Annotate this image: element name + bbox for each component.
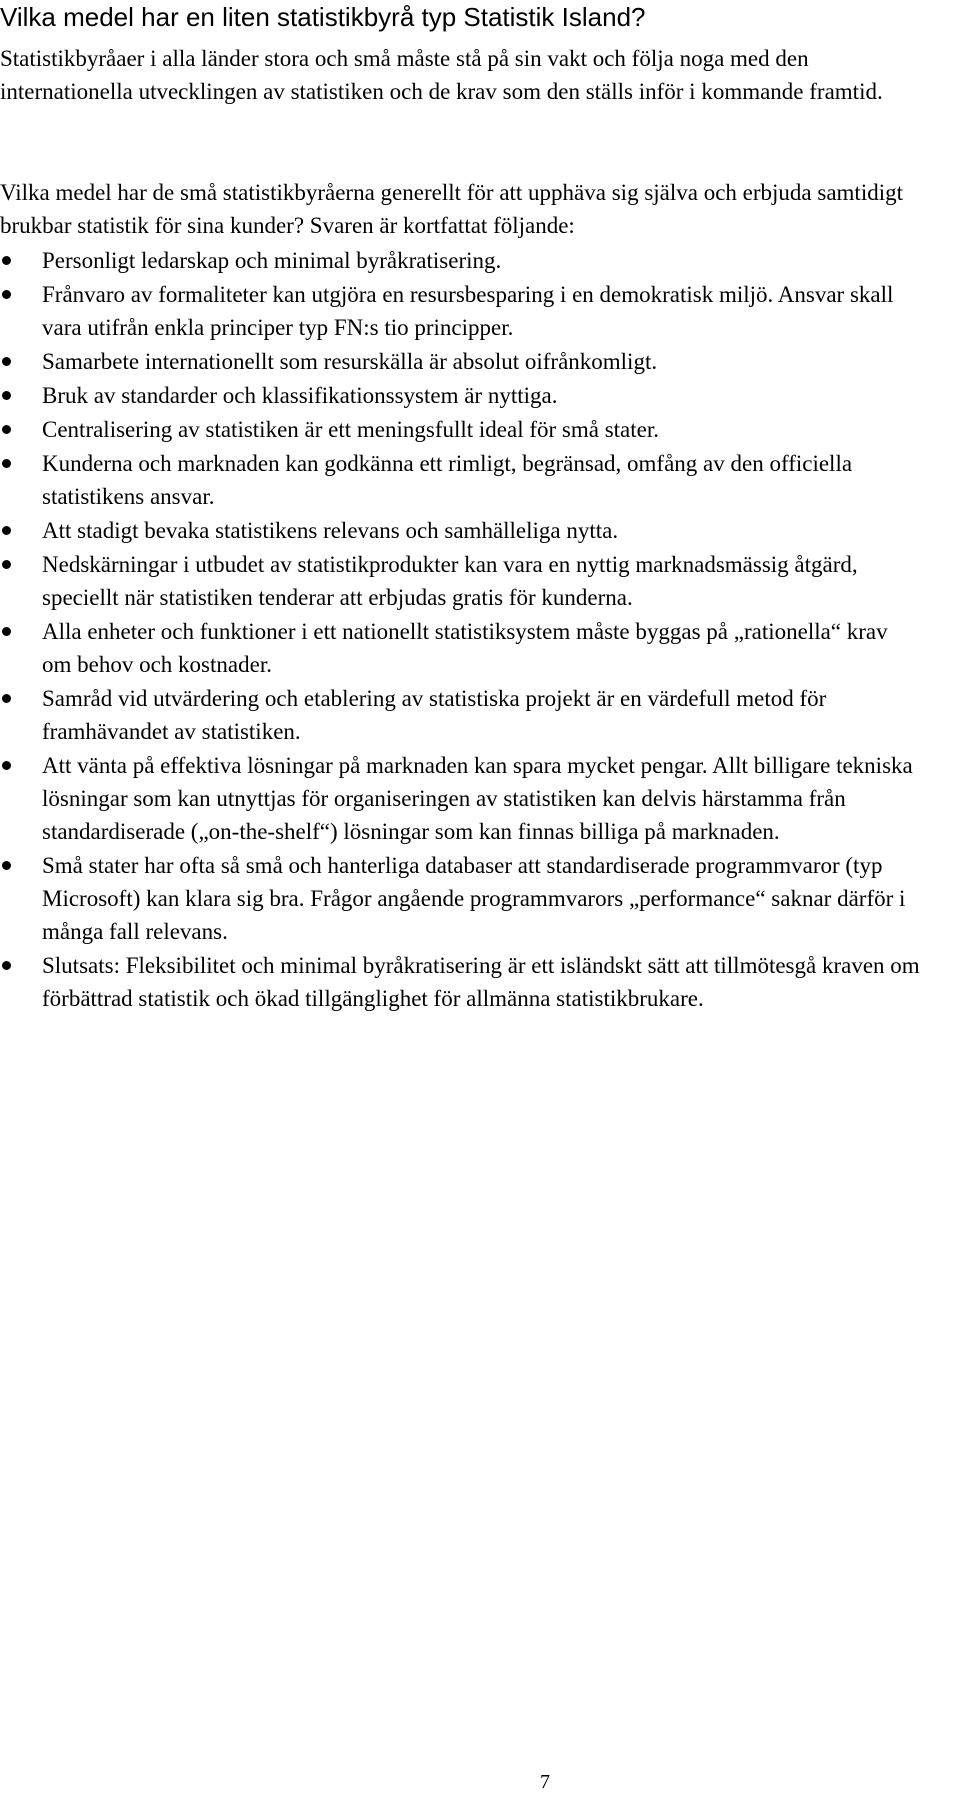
- bullet-icon: [2, 290, 11, 299]
- bullet-icon: [2, 391, 11, 400]
- bullet-icon: [2, 961, 11, 970]
- list-item-text: Samarbete internationellt som resurskälla är absolut oifrånkomligt.: [42, 349, 658, 374]
- list-item: [0, 514, 920, 547]
- section-heading: Vilka medel har en liten statistikbyrå typ Statistik Island?: [0, 2, 646, 32]
- list-item: [0, 849, 920, 948]
- bullet-icon: [2, 694, 11, 703]
- bullet-icon: [2, 526, 11, 535]
- list-item-text: Nedskärningar i utbudet av statistikprodukter kan vara en nyttig marknadsmässig åtgärd, speciellt när statistiken tenderar att erbjudas gratis för kunderna.: [42, 552, 858, 610]
- bullet-icon: [2, 761, 11, 770]
- bullet-icon: [2, 459, 11, 468]
- list-item-text: Slutsats: Fleksibilitet och minimal byråkratisering är ett isländskt sätt att tillmötesgå kraven om förbättrad statistik och ökad tillgänglighet för allmänna statistikbrukare.: [42, 953, 920, 1011]
- list-item-text: Alla enheter och funktioner i ett nationellt statistiksystem måste byggas på „rationella“ krav om behov och kostnader.: [42, 619, 888, 677]
- list-item-text: Att vänta på effektiva lösningar på marknaden kan spara mycket pengar. Allt billigare tekniska lösningar som kan utnyttjas för organiseringen av statistiken kan delvis härstamma från standardiserade („on-the-shelf“) lösningar som kan finnas billiga på marknaden.: [42, 753, 913, 844]
- list-item: [0, 379, 920, 412]
- list-item: [0, 615, 920, 681]
- list-item-text: Små stater har ofta så små och hanterliga databaser att standardiserade programmvaror (typ Microsoft) kan klara sig bra. Frågor angående programmvarors „performance“ saknar därför i många fall relevans.: [42, 853, 906, 944]
- bullet-icon: [2, 861, 11, 870]
- bullet-icon: [2, 627, 11, 636]
- list-item: [0, 682, 920, 748]
- list-item: [0, 949, 920, 1015]
- list-item: [0, 548, 920, 614]
- list-item: [0, 413, 920, 446]
- bullet-list: [0, 244, 960, 1016]
- list-item-text: Kunderna och marknaden kan godkänna ett rimligt, begränsad, omfång av den officiella statistikens ansvar.: [42, 451, 853, 509]
- list-item: [0, 345, 920, 378]
- list-item-text: Bruk av standarder och klassifikationssystem är nyttiga.: [42, 383, 558, 408]
- list-item: [0, 278, 920, 344]
- list-item-text: Frånvaro av formaliteter kan utgjöra en resursbesparing i en demokratisk miljö. Ansvar skall vara utifrån enkla principer typ FN:s tio principper.: [42, 282, 894, 340]
- bullet-icon: [2, 425, 11, 434]
- intro-paragraph: Statistikbyråaer i alla länder stora och små måste stå på sin vakt och följa noga med den internationella utvecklingen av statistiken och de krav som den ställs inför i kommande framtid.: [0, 46, 883, 104]
- bullet-icon: [2, 560, 11, 569]
- page-number: 7: [540, 1771, 550, 1793]
- list-item: [0, 447, 920, 513]
- bullet-icon: [2, 357, 11, 366]
- list-item-text: Personligt ledarskap och minimal byråkratisering.: [42, 248, 502, 273]
- list-item-text: Samråd vid utvärdering och etablering av statistiska projekt är en värdefull metod för framhävandet av statistiken.: [42, 686, 827, 744]
- list-item-text: Centralisering av statistiken är ett meningsfullt ideal för små stater.: [42, 417, 660, 442]
- list-item: [0, 244, 920, 277]
- list-item: [0, 749, 920, 848]
- bullet-icon: [2, 256, 11, 265]
- question-paragraph: Vilka medel har de små statistikbyråerna generellt för att upphäva sig själva och erbjuda samtidigt brukbar statistik för sina kunder? Svaren är kortfattat följande:: [0, 180, 903, 238]
- list-item-text: Att stadigt bevaka statistikens relevans och samhälleliga nytta.: [42, 518, 619, 543]
